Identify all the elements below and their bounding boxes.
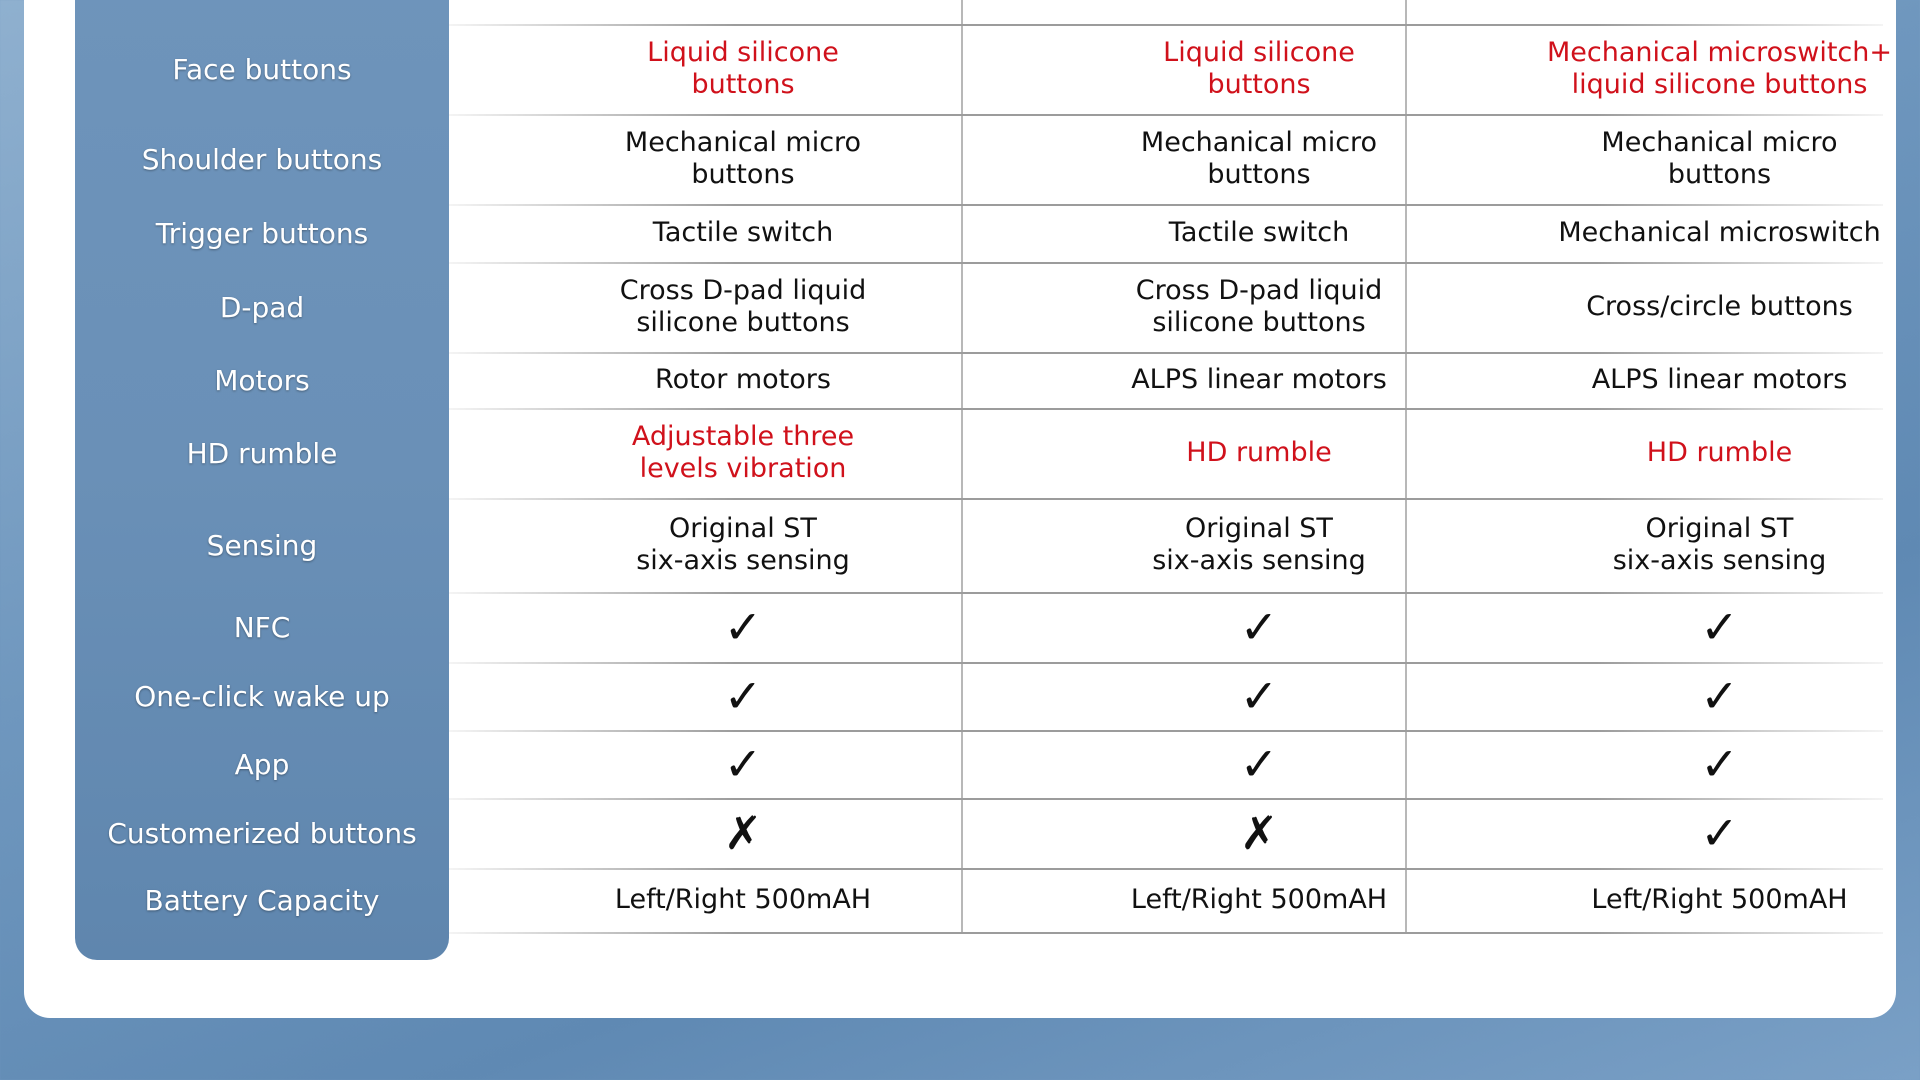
table-cell: Rotor motors (655, 364, 831, 395)
table-cell: Mechanical micro buttons (1140, 127, 1378, 190)
table-cell: Mechanical microswitch (1558, 217, 1881, 248)
table-row (75, 262, 1883, 352)
table-row (75, 408, 1883, 498)
table-row (75, 730, 1883, 798)
table-row (75, 204, 1883, 262)
row-label-battery-capacity: Battery Capacity (144, 883, 380, 917)
check-icon: ✓ (1239, 737, 1279, 791)
check-icon: ✓ (1700, 737, 1739, 791)
row-divider (449, 932, 1883, 934)
table-cell: Tactile switch (652, 217, 834, 248)
row-label-d-pad: D-pad (219, 290, 305, 324)
table-cell: Adjustable three levels vibration (631, 421, 855, 484)
table-cell: ALPS linear motors (1131, 364, 1387, 395)
check-icon: ✓ (1700, 669, 1739, 723)
row-label-hd-rumble: HD rumble (186, 436, 338, 470)
row-label-trigger-buttons: Trigger buttons (155, 216, 369, 250)
table-cell: ALPS linear motors (1591, 364, 1848, 395)
table-cell: Left/Right 500mAH (1591, 884, 1848, 915)
table-cell: Left/Right 500mAH (614, 884, 872, 915)
table-row (75, 798, 1883, 868)
table-cell: Liquid silicone buttons (1163, 37, 1355, 100)
table-row (75, 352, 1883, 408)
row-label-face-buttons: Face buttons (172, 52, 352, 86)
check-icon: ✓ (723, 737, 763, 791)
table-cell: Tactile switch (1168, 217, 1350, 248)
table-cell: Mechanical microswitch+ liquid silicone buttons (1547, 37, 1892, 100)
check-icon: ✓ (1239, 600, 1279, 654)
check-icon: ✓ (1700, 806, 1739, 860)
table-row (75, 592, 1883, 662)
table-cell: Left/Right 500mAH (1130, 884, 1388, 915)
table-row (75, 114, 1883, 204)
row-label-motors: Motors (214, 363, 310, 397)
cross-icon: ✗ (723, 806, 763, 860)
table-cell: Cross D-pad liquid silicone buttons (619, 275, 867, 338)
table-cell: HD rumble (1646, 437, 1793, 468)
row-label-one-click-wake-up: One-click wake up (134, 679, 390, 713)
table-cell: Mechanical micro buttons (624, 127, 862, 190)
table-row (75, 498, 1883, 592)
table-cell: Original ST six-axis sensing (636, 513, 850, 576)
row-label-nfc: NFC (233, 610, 291, 644)
row-label-app: App (234, 747, 290, 781)
table-cell: Mechanical micro buttons (1601, 127, 1838, 190)
row-label-shoulder-buttons: Shoulder buttons (141, 142, 383, 176)
row-label-sensing: Sensing (206, 528, 318, 562)
table-row (75, 868, 1883, 932)
check-icon: ✓ (723, 600, 763, 654)
table-row (75, 24, 1892, 114)
table-cell: Original ST six-axis sensing (1152, 513, 1366, 576)
table-cell: HD rumble (1186, 437, 1332, 468)
table-cell: Cross/circle buttons (1586, 291, 1853, 322)
row-label-customerized-buttons: Customerized buttons (107, 816, 417, 850)
table-row (75, 662, 1883, 730)
check-icon: ✓ (1700, 600, 1739, 654)
check-icon: ✓ (723, 669, 763, 723)
check-icon: ✓ (1239, 669, 1279, 723)
table-cell: Original ST six-axis sensing (1612, 513, 1827, 576)
table-cell: Liquid silicone buttons (647, 37, 839, 100)
cross-icon: ✗ (1239, 806, 1279, 860)
table-cell: Cross D-pad liquid silicone buttons (1135, 275, 1383, 338)
